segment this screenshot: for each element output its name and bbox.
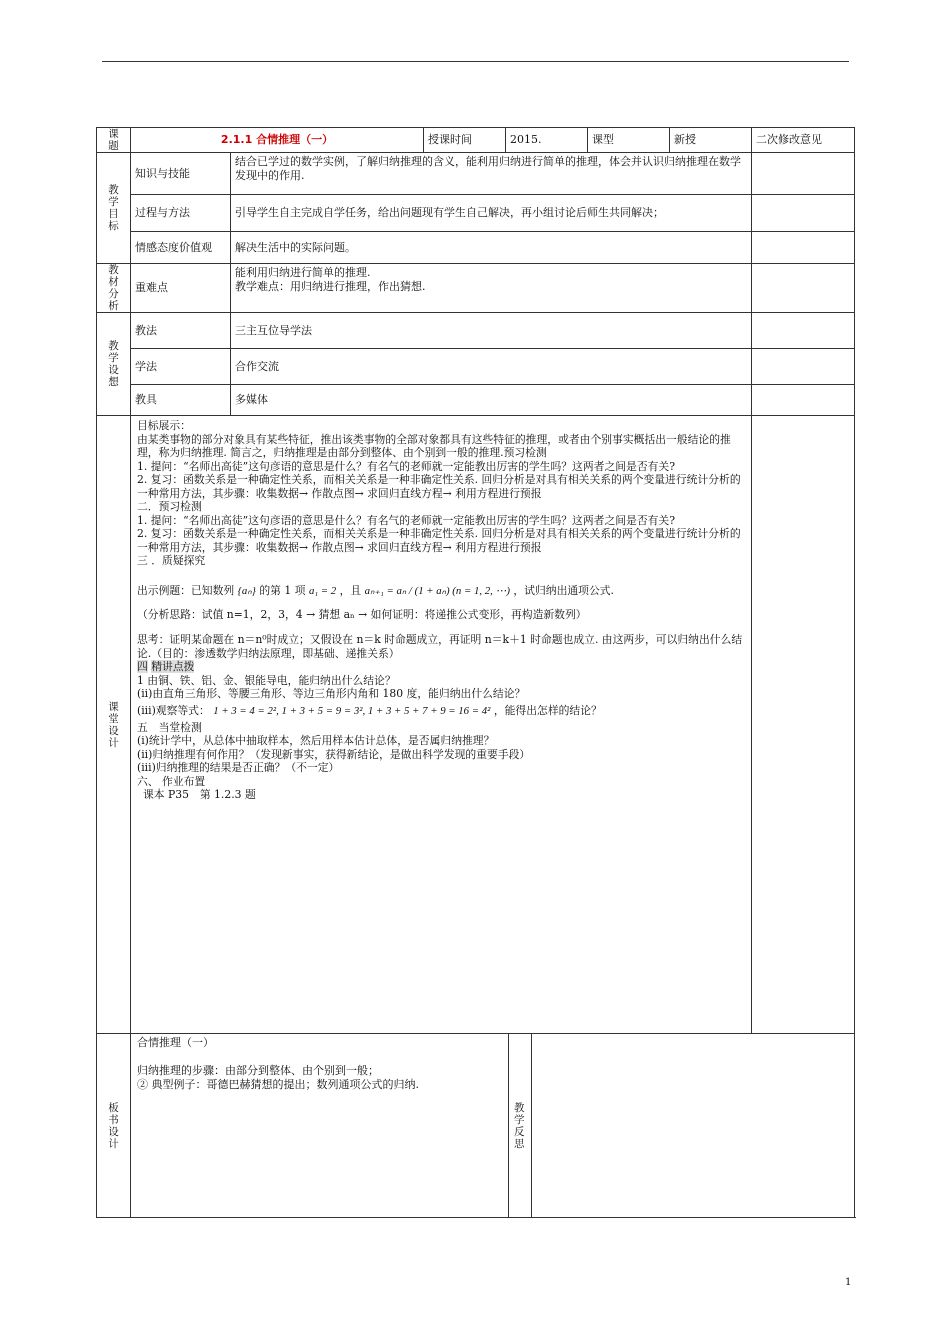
board-line: 归纳推理的步骤：由部分到整体、由个别到一般； (137, 1064, 379, 1077)
check-line: (ii)归纳推理有何作用？（发现新事实，获得新结论，是做出科学发现的重要手段） (137, 747, 531, 761)
part4-heading (137, 660, 745, 674)
revision-cell (752, 264, 855, 313)
design-row (97, 385, 855, 416)
objective-text: 解决生活中的实际问题。 (231, 232, 752, 264)
revision-cell (752, 349, 855, 385)
revision-label: 二次修改意见 (752, 128, 855, 153)
content-line: 由某类事物的部分对象具有某些特征，推出该类事物的全部对象都具有这些特征的推理，或者由个别事实概括出一般结论的推理，称为归纳推理. 简言之，归纳推理是由部分到整体、由个别到一般的推理.预习检测 (137, 432, 731, 459)
question-line: (ii)由直角三角形、等腰三角形、等边三角形内角和 180 度，能归纳出什么结论？ (137, 687, 526, 700)
board-title: 合情推理（一） (137, 1036, 214, 1049)
think-line: 思考：证明某命题在 n＝n⁰时成立；又假设在 n＝k 时命题成立，再证明 n＝k＋1 时命题也成立. 由这两步，可以归纳出什么结论.（目的：渗透数学归纳法原理，即基础、递推关系） (137, 633, 743, 660)
sequence-formula: {aₙ} (237, 584, 256, 597)
analysis-text (231, 264, 752, 313)
reflection-area (532, 1034, 854, 1217)
revision-cell (752, 232, 855, 264)
page-number: 1 (845, 1277, 852, 1288)
objective-row (97, 195, 855, 232)
recurrence-formula: aₙ₊₁ = aₙ / (1 + aₙ) (n = 1, 2, ⋯) (364, 584, 510, 597)
classroom-content (131, 416, 752, 1034)
revision-cell (752, 153, 855, 195)
part4-number: 四 (137, 660, 148, 673)
question-line: 1 由铜、铁、铝、金、银能导电，能归纳出什么结论？ (137, 673, 396, 687)
analysis-row (97, 264, 855, 313)
example-mid: 的第 1 项 (259, 583, 306, 597)
objective-label: 知识与技能 (131, 153, 231, 195)
odd-sum-formula: 1 + 3 = 4 = 2², 1 + 3 + 5 = 9 = 3², 1 + 3 + 5 + 7 + 9 = 16 = 4² (213, 704, 491, 717)
analysis-label: 重难点 (131, 264, 231, 313)
content-line: 2. 复习：函数关系是一种确定性关系，而相关关系是一种非确定性关系. 回归分析是对具有相关关系的两个变量进行统计分析的一种常用方法，其步骤：收集数据→ 作散点图→ 求回归直线方程→ 利用方程进行预报 (137, 473, 741, 500)
example-line (137, 578, 745, 604)
lesson-plan-table (96, 127, 855, 1218)
example-suffix: ，试归纳出通项公式. (513, 583, 614, 597)
analysis-line: 教学难点：用归纳进行推理，作出猜想. (235, 280, 426, 293)
check-line: (iii)归纳推理的结果是否正确？（不一定） (137, 761, 340, 774)
revision-cell (752, 313, 855, 349)
classroom-row (97, 416, 855, 1034)
revision-cell (752, 416, 855, 1034)
time-value: 2015. (506, 128, 588, 153)
header-row (97, 128, 855, 153)
board-line: ② 典型例子：哥德巴赫猜想的提出；数列通项公式的归纳. (137, 1078, 419, 1091)
example-prefix: 出示例题：已知数列 (137, 583, 235, 597)
design-label: 教法 (131, 313, 231, 349)
objective-label: 过程与方法 (131, 195, 231, 232)
q3-prefix: (iii)观察等式： (137, 703, 210, 717)
topic-label: 课题 (97, 128, 131, 153)
board-content (131, 1034, 509, 1217)
part4-title: 精讲点拨 (151, 660, 195, 673)
design-label: 学法 (131, 349, 231, 385)
design-text: 合作交流 (231, 349, 752, 385)
hint-line: （分析思路：试值 n=1，2，3，4 → 猜想 aₙ → 如何证明：将递推公式变形，再构造新数列） (137, 607, 587, 621)
objectives-section-label: 教学目标 (97, 153, 131, 264)
board-section-label: 板书设计 (97, 1034, 131, 1218)
objective-label: 情感态度价值观 (131, 232, 231, 264)
part6-heading: 六、 作业布置 (137, 774, 206, 788)
design-text: 三主互位导学法 (231, 313, 752, 349)
objective-text: 结合已学过的数学实例，了解归纳推理的含义，能利用归纳进行简单的推理，体会并认识归纳推理在数学发现中的作用. (231, 153, 752, 195)
board-area (131, 1034, 855, 1218)
type-value: 新授 (670, 128, 752, 153)
design-label: 教具 (131, 385, 231, 416)
check-line: (i)统计学中，从总体中抽取样本，然后用样本估计总体，是否属归纳推理？ (137, 734, 495, 747)
revision-cell (752, 195, 855, 232)
question-line (137, 701, 745, 721)
board-row (97, 1034, 855, 1218)
content-line: 目标展示： (137, 419, 191, 432)
objective-row (97, 232, 855, 264)
content-line: 三 ．质疑探究 (137, 554, 206, 567)
design-text: 多媒体 (231, 385, 752, 416)
lesson-title: 2.1.1 合情推理（一） (131, 128, 424, 153)
classroom-section-label: 课堂设计 (97, 416, 131, 1034)
design-row (97, 349, 855, 385)
top-rule (102, 61, 849, 62)
design-section-label: 教学设想 (97, 313, 131, 416)
objective-row (97, 153, 855, 195)
analysis-section-label: 教材分析 (97, 264, 131, 313)
content-line: 1. 提问：“名师出高徒”这句彦语的意思是什么？有名气的老师就一定能教出厉害的学生吗？这两者之间是否有关? (137, 513, 676, 527)
reflection-label: 教学反思 (509, 1034, 532, 1217)
design-row (97, 313, 855, 349)
objective-text: 引导学生自主完成自学任务，给出问题现有学生自己解决，再小组讨论后师生共同解决； (231, 195, 752, 232)
example-and: ，且 (339, 583, 362, 597)
analysis-line: 能利用归纳进行简单的推理. (235, 266, 371, 279)
first-term-formula: a₁ = 2 (308, 584, 337, 597)
type-label: 课型 (588, 128, 670, 153)
homework-line: 课本 P35 第 1.2.3 题 (143, 788, 256, 801)
content-line: 1. 提问：“名师出高徒”这句彦语的意思是什么？有名气的老师就一定能教出厉害的学生吗？这两者之间是否有关? (137, 459, 676, 473)
revision-cell (752, 385, 855, 416)
q3-suffix: ，能得出怎样的结论？ (493, 703, 602, 717)
content-line: 2. 复习：函数关系是一种确定性关系，而相关关系是一种非确定性关系. 回归分析是对具有相关关系的两个变量进行统计分析的一种常用方法，其步骤：收集数据→ 作散点图→ 求回归直线方程→ 利用方程进行预报 (137, 527, 741, 554)
content-line: 二．预习检测 (137, 500, 202, 513)
time-label: 授课时间 (424, 128, 506, 153)
part5-heading: 五 当堂检测 (137, 720, 202, 734)
